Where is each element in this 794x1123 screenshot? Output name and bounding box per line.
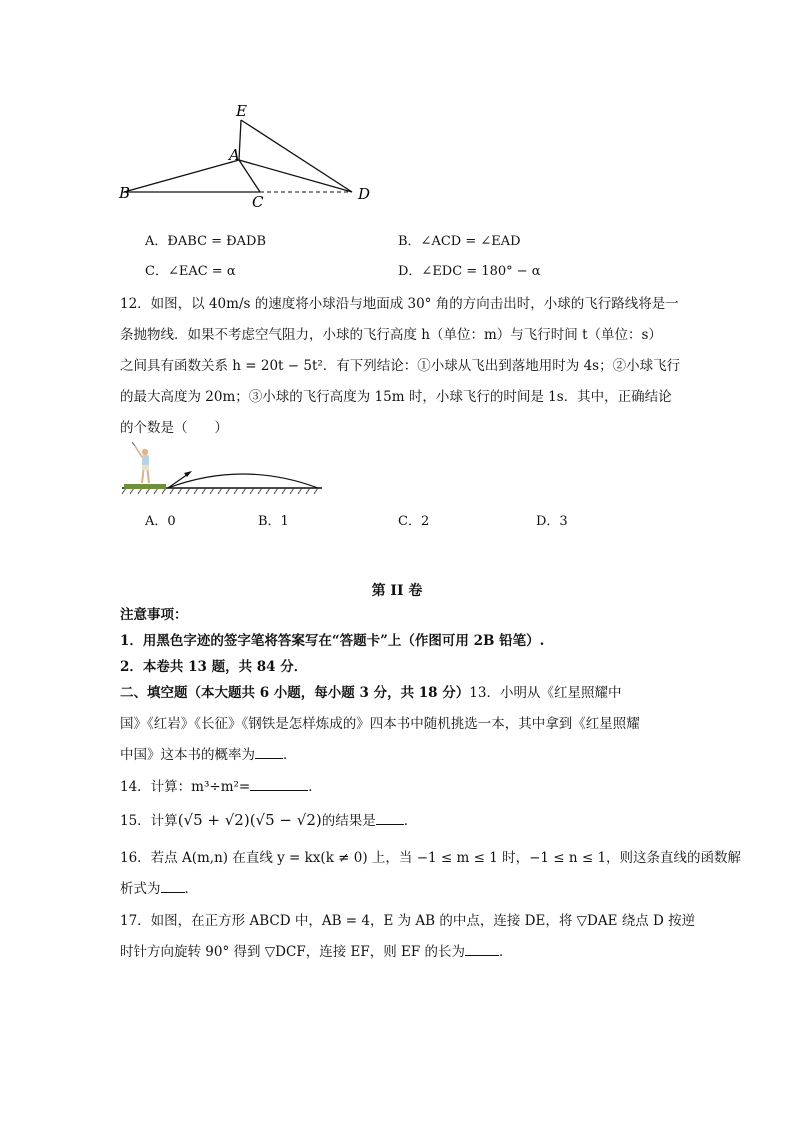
grass-mat	[124, 484, 166, 489]
launch-arrow	[168, 474, 188, 488]
q12-line-3: 之间具有函数关系 h = 20t − 5t²．有下列结论：①小球从飞出到落地用时为 4s；②小球飞行	[120, 358, 681, 374]
q16-line-2: 析式为	[120, 881, 161, 897]
q16-row-2	[120, 877, 198, 897]
q12-line-5: 的个数是（ ）	[120, 420, 228, 436]
q14-period: ．	[308, 779, 322, 795]
q14-row	[120, 775, 322, 795]
q12-line-2: 条抛物线．如果不考虑空气阻力，小球的飞行高度 h（单位：m）与飞行时间 t（单位：s）	[120, 327, 662, 343]
q12-option-d: D．3	[536, 514, 568, 529]
q16-line-1: 16．若点 A(m,n) 在直线 y = kx(k ≠ 0) 上，当 −1 ≤ m ≤ 1 时，−1 ≤ n ≤ 1，则这条直线的函数解	[120, 850, 742, 866]
label-D: D	[358, 185, 371, 203]
q11-option-a: A．ĐABC = ĐADB	[145, 234, 267, 249]
q12-line-1: 12．如图，以 40m/s 的速度将小球沿与地面成 30° 角的方向击出时，小球的飞行路线将是一	[120, 296, 679, 312]
q15-suffix: 的结果是	[321, 813, 376, 829]
q16-answer-blank[interactable]	[161, 880, 185, 893]
label-B: B	[119, 184, 131, 202]
triangle-figure	[110, 98, 380, 213]
q15-answer-blank[interactable]	[376, 812, 404, 825]
segment-BA	[124, 160, 239, 192]
q13-period: ．	[283, 747, 297, 763]
q13-line-3: 中国》这本书的概率为	[120, 747, 255, 763]
trajectory-curve	[168, 474, 318, 488]
q11-option-d: D．∠EDC = 180° − α	[398, 264, 541, 279]
label-E: E	[236, 102, 247, 120]
q12-option-a: A．0	[145, 514, 176, 529]
segment-AD	[239, 160, 352, 192]
q12-line-4: 的最大高度为 20m；③小球的飞行高度为 15m 时，小球飞行的时间是 1s．其中，正确结论	[120, 389, 672, 405]
golfer-icon	[132, 442, 149, 483]
q15-prefix: 15．计算	[120, 813, 178, 829]
q17-row-2	[120, 940, 513, 960]
q15-expression: (√5 + √2)(√5 − √2)	[177, 811, 322, 829]
segment-ED	[241, 120, 352, 192]
q14-answer-blank[interactable]	[250, 778, 308, 791]
label-C: C	[252, 193, 264, 211]
notice-2: 2．本卷共 13 题，共 84 分．	[120, 659, 308, 675]
q13-start: 13．小明从《红星照耀中	[469, 685, 622, 701]
golf-trajectory-figure	[118, 440, 328, 500]
q15-period: ．	[403, 813, 418, 829]
q17-answer-blank[interactable]	[465, 943, 499, 956]
q17-line-2: 时针方向旋转 90° 得到 ▽DCF，连接 EF，则 EF 的长为	[120, 944, 466, 960]
part-title: 第 II 卷	[371, 583, 423, 599]
q12-option-b: B．1	[258, 514, 289, 529]
q17-line-1: 17．如图，在正方形 ABCD 中，AB = 4，E 为 AB 的中点，连接 DE，将 ▽DAE 绕点 D 按逆	[120, 913, 696, 929]
q11-option-c: C．∠EAC = α	[145, 264, 236, 279]
section-heading: 二、填空题（本大题共 6 小题，每小题 3 分，共 18 分）	[120, 685, 470, 701]
label-A: A	[229, 146, 240, 164]
q13-line-3-row	[120, 743, 297, 763]
q14-text: 14．计算：m³÷m²=	[120, 779, 251, 795]
q13-line-2: 国》《红岩》《长征》《钢铁是怎样炼成的》四本书中随机挑选一本，其中拿到《红星照耀	[120, 716, 640, 732]
notice-heading: 注意事项：	[120, 607, 188, 623]
q17-period: ．	[499, 944, 513, 960]
q16-period: ．	[184, 881, 198, 897]
q15-row	[120, 809, 417, 829]
q11-option-b: B．∠ACD = ∠EAD	[398, 234, 521, 249]
q12-option-c: C．2	[398, 514, 430, 529]
section-heading-line	[120, 681, 621, 701]
notice-1: 1．用黑色字迹的签字笔将答案写在“答题卡”上（作图可用 2B 铅笔）.	[120, 633, 545, 649]
q13-answer-blank[interactable]	[255, 746, 283, 759]
